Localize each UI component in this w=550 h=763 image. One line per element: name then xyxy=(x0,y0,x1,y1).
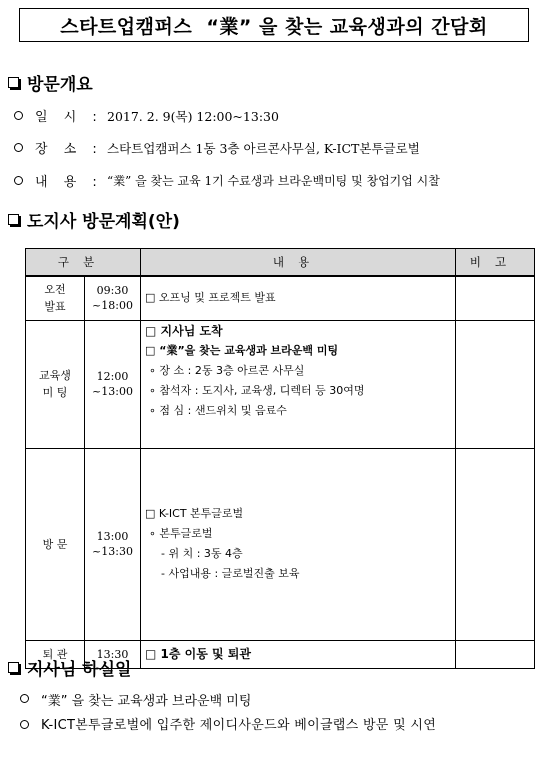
content-line: □ 오프닝 및 프로젝트 발표 xyxy=(145,291,276,305)
circle-bullet-icon xyxy=(20,720,29,729)
overview-value: “業” 을 찾는 교육 1기 수료생과 브라운백미팅 및 창업기업 시찰 xyxy=(107,174,440,188)
circle-bullet-icon xyxy=(14,176,23,185)
row-category: 퇴 관 xyxy=(26,640,85,668)
table-header-category: 구분 xyxy=(26,249,141,277)
visit-plan-table xyxy=(25,248,535,669)
task-item xyxy=(20,716,535,736)
table-row xyxy=(26,320,535,448)
table-header-content: 내용 xyxy=(141,249,456,277)
overview-item-datetime xyxy=(14,106,279,125)
row-category: 오전 발표 xyxy=(26,276,85,320)
content-line: - 사업내용 : 글로벌진출 보육 xyxy=(161,567,300,580)
circle-bullet-icon xyxy=(20,694,29,703)
overview-label: 장 소 : xyxy=(35,142,103,157)
content-line: □ 지사님 도착 xyxy=(145,324,223,338)
content-line: ∘ 본투글로벌 xyxy=(149,527,213,540)
table-row xyxy=(26,448,535,640)
overview-item-location xyxy=(14,138,420,157)
overview-item-content xyxy=(14,171,440,190)
row-time: 13:00 ~13:30 xyxy=(85,448,141,640)
content-line: ∘ 점 심 : 샌드위치 및 음료수 xyxy=(149,404,287,417)
content-line: □ K-ICT 본투글로벌 xyxy=(145,507,244,520)
content-line: ∘ 참석자 : 도지사, 교육생, 디렉터 등 30여명 xyxy=(149,384,365,397)
content-line: □ 1층 이동 및 퇴관 xyxy=(145,647,251,661)
section-heading-text: 방문개요 xyxy=(27,75,93,95)
row-content xyxy=(141,320,456,448)
circle-bullet-icon xyxy=(14,111,23,120)
task-text: “業” 을 찾는 교육생과 브라운백 미팅 xyxy=(41,694,252,709)
overview-label: 내 용 : xyxy=(35,175,103,190)
row-category: 교육생 미 팅 xyxy=(26,320,85,448)
task-text: K-ICT본투글로벌에 입주한 제이디사운드와 베이글랩스 방문 및 시연 xyxy=(41,718,437,733)
content-line: ∘ 장 소 : 2동 3층 아르콘 사무실 xyxy=(149,364,305,377)
section-heading-governor-tasks xyxy=(8,655,131,680)
section-heading-visit-plan xyxy=(8,207,180,232)
row-content xyxy=(141,276,456,320)
page-title xyxy=(19,8,529,42)
overview-label: 일 시 : xyxy=(35,110,103,125)
checkbox-square-icon xyxy=(8,77,19,88)
row-remarks xyxy=(456,448,535,640)
content-line: □ “業”을 찾는 교육생과 브라운백 미팅 xyxy=(145,344,339,357)
content-line: - 위 치 : 3동 4층 xyxy=(161,547,243,560)
overview-value: 스타트업캠퍼스 1동 3층 아르콘사무실, K-ICT본투글로벌 xyxy=(107,140,420,156)
row-time: 09:30 ~18:00 xyxy=(85,276,141,320)
row-time: 12:00 ~13:00 xyxy=(85,320,141,448)
row-category: 방 문 xyxy=(26,448,85,640)
section-heading-visit-overview xyxy=(8,70,93,95)
row-content xyxy=(141,640,456,668)
row-remarks xyxy=(456,276,535,320)
row-content xyxy=(141,448,456,640)
table-header-remarks: 비고 xyxy=(456,249,535,277)
row-remarks xyxy=(456,320,535,448)
table-header-row xyxy=(26,249,535,277)
title-text: 스타트업캠퍼스 “業” 을 찾는 교육생과의 간담회 xyxy=(60,15,488,38)
checkbox-square-icon xyxy=(8,214,19,225)
section-heading-text: 지사님 하실일 xyxy=(27,660,132,680)
table-row xyxy=(26,276,535,320)
task-item xyxy=(20,690,530,709)
overview-value: 2017. 2. 9(목) 12:00~13:30 xyxy=(107,108,279,124)
circle-bullet-icon xyxy=(14,143,23,152)
row-remarks xyxy=(456,640,535,668)
checkbox-square-icon xyxy=(8,662,19,673)
section-heading-text: 도지사 방문계획(안) xyxy=(27,212,180,232)
row-time: 13:30 xyxy=(85,640,141,668)
